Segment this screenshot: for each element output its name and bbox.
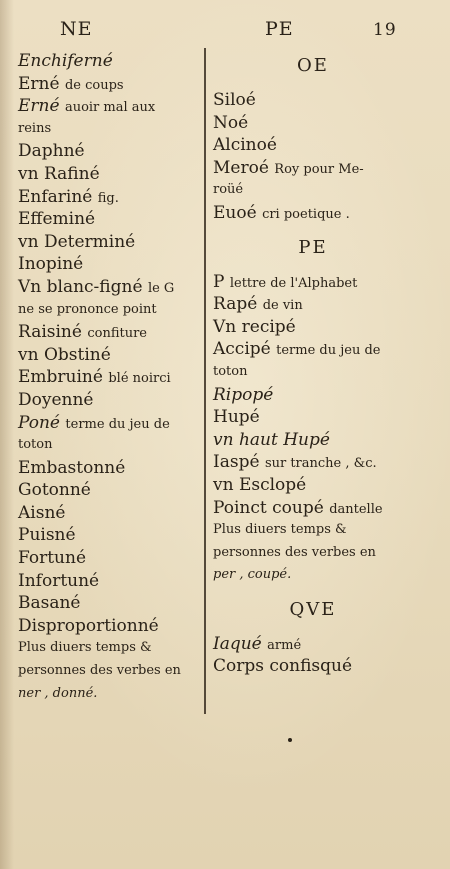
dictionary-entry bbox=[213, 157, 413, 180]
dictionary-entry bbox=[18, 299, 202, 322]
spacer bbox=[213, 621, 413, 633]
entry-gloss: lettre de l'Alphabet bbox=[229, 275, 358, 291]
entry-word: vn haut Hupé bbox=[213, 429, 330, 450]
dictionary-entry bbox=[18, 366, 202, 389]
entry-gloss: personnes des verbes en bbox=[213, 544, 376, 560]
entry-gloss: confiture bbox=[87, 326, 147, 342]
section-heading: OE bbox=[297, 55, 329, 76]
dictionary-entry bbox=[18, 321, 202, 344]
dictionary-entry bbox=[213, 338, 413, 361]
dictionary-entry bbox=[18, 502, 202, 525]
spacer bbox=[213, 225, 413, 237]
entry-word: Effeminé bbox=[18, 209, 96, 230]
entry-gloss: personnes des verbes en bbox=[18, 663, 181, 679]
entry-gloss: Plus diuers temps & bbox=[18, 640, 152, 656]
dictionary-entry bbox=[18, 50, 202, 73]
entry-gloss: cri poetique . bbox=[262, 206, 350, 222]
entry-gloss: toton bbox=[213, 363, 248, 379]
page-gutter-shadow bbox=[0, 0, 14, 869]
entry-word: Siloé bbox=[213, 90, 256, 110]
entry-word: Erné bbox=[18, 96, 60, 117]
entry-word: Enchiferné bbox=[18, 51, 113, 71]
dictionary-entry bbox=[18, 231, 202, 254]
dictionary-entry bbox=[18, 547, 202, 570]
entry-word: Noé bbox=[213, 112, 249, 133]
entry-word: Vn recipé bbox=[213, 316, 296, 337]
dictionary-entry bbox=[18, 434, 202, 457]
dictionary-entry bbox=[18, 344, 202, 367]
entry-word: Rapé bbox=[213, 294, 258, 315]
dictionary-entry bbox=[213, 451, 413, 474]
entry-word: vn Esclopé bbox=[213, 474, 307, 495]
dictionary-entry bbox=[18, 637, 202, 660]
entry-word: vn Rafiné bbox=[18, 163, 100, 184]
entry-word: Disproportionné bbox=[18, 615, 159, 636]
dictionary-entry bbox=[18, 660, 202, 683]
dictionary-entry bbox=[18, 186, 202, 209]
dictionary-entry bbox=[213, 384, 413, 407]
section-heading: QVE bbox=[289, 598, 337, 620]
dictionary-entry bbox=[18, 118, 202, 141]
entry-word: Fortuné bbox=[18, 548, 87, 569]
dictionary-entry bbox=[213, 519, 413, 542]
entry-gloss: Roy pour Me- bbox=[274, 161, 364, 177]
entry-word: Erné bbox=[18, 73, 60, 94]
entry-word: Alcinoé bbox=[213, 135, 277, 156]
dictionary-entry bbox=[213, 316, 413, 339]
dictionary-entry bbox=[213, 542, 413, 565]
entry-word: Puisné bbox=[18, 525, 76, 546]
dictionary-entry bbox=[18, 683, 202, 706]
entry-word: Ripopé bbox=[213, 384, 274, 405]
entry-word: Embastonné bbox=[18, 457, 126, 478]
dictionary-entry bbox=[213, 179, 413, 202]
dictionary-entry bbox=[18, 208, 202, 231]
dictionary-entry bbox=[18, 163, 202, 186]
dictionary-entry bbox=[18, 479, 202, 502]
dictionary-entry bbox=[213, 429, 413, 452]
entry-word: Euoé bbox=[213, 202, 257, 223]
entry-gloss: toton bbox=[18, 437, 53, 453]
entry-gloss: terme du jeu de bbox=[276, 343, 381, 359]
dictionary-entry bbox=[18, 253, 202, 276]
entry-word: Accipé bbox=[213, 339, 271, 360]
entry-word: Iaqué bbox=[213, 633, 262, 654]
entry-word: Raisiné bbox=[18, 322, 82, 343]
entry-gloss: Plus diuers temps & bbox=[213, 522, 347, 538]
entry-word: Gotonné bbox=[18, 480, 91, 501]
dictionary-entry bbox=[213, 474, 413, 497]
entry-gloss: ner , donné. bbox=[18, 685, 98, 701]
section-heading: PE bbox=[298, 236, 328, 258]
entry-word: Aisné bbox=[18, 502, 66, 523]
dictionary-entry bbox=[213, 633, 413, 656]
left-column bbox=[18, 50, 202, 705]
entry-word: P bbox=[213, 271, 225, 292]
entry-gloss: ne se prononce point bbox=[18, 301, 157, 317]
entry-word: vn Determiné bbox=[18, 231, 136, 252]
column-divider bbox=[204, 48, 206, 714]
entry-gloss: roüé bbox=[213, 182, 244, 198]
entry-word: Infortuné bbox=[18, 570, 100, 591]
dictionary-entry bbox=[18, 592, 202, 615]
entry-gloss: fig. bbox=[97, 190, 119, 206]
entry-gloss: de coups bbox=[64, 77, 124, 93]
entry-word: Doyenné bbox=[18, 389, 94, 410]
entry-word: Inopiné bbox=[18, 254, 84, 275]
dictionary-entry bbox=[213, 112, 413, 135]
entry-word: Basané bbox=[18, 593, 81, 614]
entry-gloss: per , coupé. bbox=[213, 567, 292, 583]
entry-word: Poinct coupé bbox=[213, 497, 324, 518]
dictionary-entry bbox=[18, 95, 202, 118]
dictionary-entry bbox=[213, 271, 413, 294]
entry-gloss: auoir mal aux bbox=[64, 100, 156, 116]
entry-gloss: armé bbox=[267, 637, 302, 653]
dictionary-entry bbox=[213, 564, 413, 587]
dictionary-entry bbox=[18, 73, 202, 96]
entry-gloss: blé noirci bbox=[108, 371, 171, 387]
entry-word: Enfariné bbox=[18, 186, 93, 207]
entry-word: Iaspé bbox=[213, 452, 260, 473]
entry-gloss: terme du jeu de bbox=[65, 416, 170, 432]
dictionary-entry bbox=[18, 457, 202, 480]
dictionary-entry bbox=[18, 524, 202, 547]
entry-gloss: reins bbox=[18, 120, 52, 136]
entry-word: vn Obstiné bbox=[18, 344, 111, 365]
dictionary-entry bbox=[213, 406, 413, 429]
entry-word: Meroé bbox=[213, 157, 269, 178]
spacer bbox=[213, 259, 413, 271]
entry-gloss: de vin bbox=[262, 298, 303, 314]
dictionary-entry bbox=[18, 276, 202, 299]
entry-gloss: dantelle bbox=[329, 501, 383, 517]
entry-gloss: le G bbox=[147, 280, 175, 296]
entry-word: Daphné bbox=[18, 141, 85, 162]
running-head-middle: PE bbox=[265, 18, 294, 40]
dictionary-entry bbox=[18, 570, 202, 593]
ink-dot bbox=[288, 738, 292, 742]
right-column bbox=[213, 55, 413, 678]
dictionary-entry bbox=[18, 140, 202, 163]
dictionary-entry bbox=[18, 389, 202, 412]
entry-word: Vn blanc-figné bbox=[18, 276, 143, 297]
dictionary-entry bbox=[213, 134, 413, 157]
entry-word: Poné bbox=[18, 412, 60, 433]
spacer bbox=[213, 77, 413, 89]
dictionary-entry bbox=[213, 655, 413, 678]
entry-word: Corps confisqué bbox=[213, 656, 353, 677]
dictionary-entry bbox=[213, 89, 413, 112]
dictionary-entry bbox=[213, 202, 413, 225]
dictionary-entry bbox=[18, 615, 202, 638]
spacer bbox=[213, 587, 413, 599]
entry-gloss: sur tranche , &c. bbox=[264, 456, 377, 472]
dictionary-entry bbox=[18, 412, 202, 435]
entry-word: Embruiné bbox=[18, 367, 103, 388]
dictionary-entry bbox=[213, 361, 413, 384]
running-head-left: NE bbox=[60, 18, 93, 40]
entry-word: Hupé bbox=[213, 407, 260, 428]
page-number: 19 bbox=[373, 20, 397, 40]
dictionary-entry bbox=[213, 293, 413, 316]
dictionary-entry bbox=[213, 497, 413, 520]
